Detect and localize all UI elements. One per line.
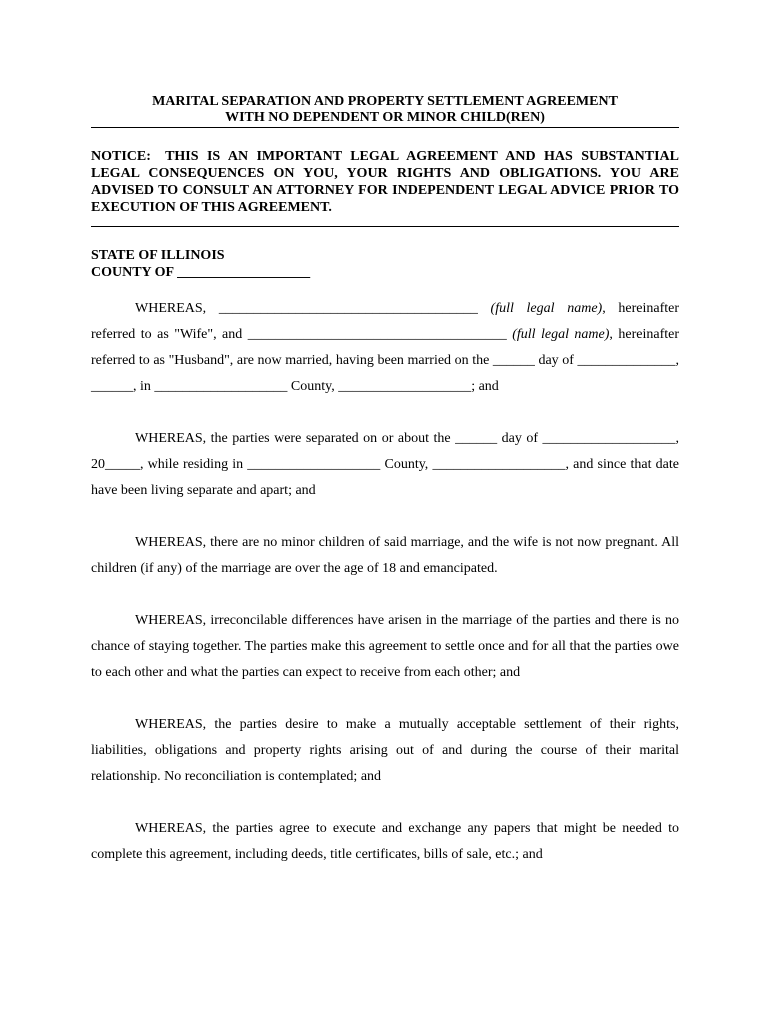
wife-name-hint: (full legal name) xyxy=(490,301,603,316)
recital-parties-part-e: , hereinafter referred to as "Husband", are now married, having been married on the ______ day of ______________, ______, in ___________________ County, ___________________; and xyxy=(91,327,680,394)
title-line-2: WITH NO DEPENDENT OR MINOR CHILD(REN) xyxy=(91,110,679,128)
recital-separation: WHEREAS, the parties were separated on or about the ______ day of ___________________, 20_____, while residing in ___________________ County, ___________________, and since that date have been living separate and apart; and xyxy=(91,431,679,498)
notice-block xyxy=(91,148,679,227)
recital-parties xyxy=(91,296,679,400)
venue-block xyxy=(91,247,679,281)
notice-text: THIS IS AN IMPORTANT LEGAL AGREEMENT AND HAS SUBSTANTIAL LEGAL CONSEQUENCES ON YOU, YOUR RIGHTS AND OBLIGATIONS. YOU ARE ADVISED TO CONSULT AN ATTORNEY FOR INDEPENDENT LEGAL ADVICE PRIOR TO EXECUTION OF THIS AGREEMENT. xyxy=(91,149,680,215)
document-page xyxy=(91,94,679,868)
recital-differences: WHEREAS, irreconcilable differences have arisen in the marriage of the parties and there is no chance of staying together. The parties make this agreement to settle once and for all that the parties owe to each other and what the parties can expect to receive from each other; and xyxy=(91,613,679,680)
notice-label: NOTICE: xyxy=(91,149,151,164)
recital-parties-part-a: WHEREAS, _____________________________________ xyxy=(135,301,491,316)
county-line: COUNTY OF ___________________ xyxy=(91,265,311,280)
recital-no-children: WHEREAS, there are no minor children of said marriage, and the wife is not now pregnant. All children (if any) of the marriage are over the age of 18 and emancipated. xyxy=(91,535,679,576)
recital-settlement: WHEREAS, the parties desire to make a mutually acceptable settlement of their rights, liabilities, obligations and property rights arising out of and during the course of their marital relationship. No reconciliation is contemplated; and xyxy=(91,717,679,784)
state-line: STATE OF ILLINOIS xyxy=(91,248,225,263)
title-line-1: MARITAL SEPARATION AND PROPERTY SETTLEMENT AGREEMENT xyxy=(152,94,618,109)
recital-exchange-papers: WHEREAS, the parties agree to execute and exchange any papers that might be needed to complete this agreement, including deeds, title certificates, bills of sale, etc.; and xyxy=(91,821,679,862)
document-title xyxy=(91,94,679,128)
recital-parties-part-c: , hereinafter referred to as "Wife", and _____________________________________ xyxy=(91,301,680,342)
husband-name-hint: (full legal name) xyxy=(512,327,610,342)
